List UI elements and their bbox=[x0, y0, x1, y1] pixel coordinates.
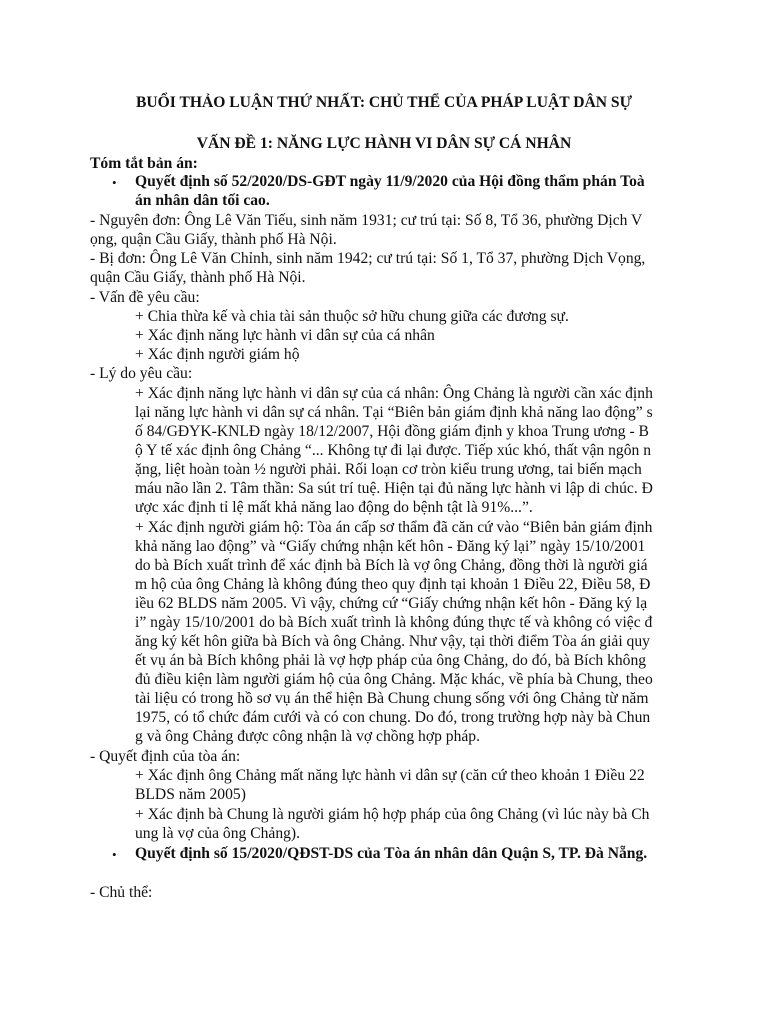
request-heading: - Vấn đề yêu cầu: bbox=[90, 289, 200, 306]
request-item: + Chia thừa kế và chia tài sản thuộc sở hữu chung giữa các đương sự. bbox=[135, 308, 569, 325]
defendant-line: quận Cầu Giấy, thành phố Hà Nội. bbox=[90, 269, 306, 286]
reason-para2-line: + Xác định người giám hộ: Tòa án cấp sơ thẩm đã căn cứ vào “Biên bản giám định bbox=[135, 519, 653, 536]
reason-para2-line: 1975, có tổ chức đám cưới và có con chung. Do đó, trong trường hợp này bà Chun bbox=[135, 709, 651, 726]
reason-para1-line: ược xác định tỉ lệ mất khả năng lao động do bệnh tật là 91%...”. bbox=[135, 499, 533, 516]
decision-heading: - Quyết định của tòa án: bbox=[90, 748, 241, 765]
plaintiff-line: - Nguyên đơn: Ông Lê Văn Tiếu, sinh năm 1931; cư trú tại: Số 8, Tổ 36, phường Dịch V bbox=[90, 212, 643, 229]
reason-para1-line: ộ Y tế xác định ông Chảng “... Không tự đi lại được. Tiếp xúc khó, thất vận ngôn n bbox=[135, 442, 652, 459]
bullet-icon: • bbox=[112, 175, 117, 190]
subject-heading: - Chủ thể: bbox=[90, 884, 153, 901]
reason-para2-line: i” ngày 15/10/2001 do bà Bích xuất trình là không đúng thực tế và không có việc đ bbox=[135, 614, 653, 631]
case1-heading-line: án nhân dân tối cao. bbox=[135, 192, 270, 209]
request-item: + Xác định người giám hộ bbox=[135, 346, 300, 363]
summary-heading: Tóm tắt bản án: bbox=[90, 155, 198, 172]
case2-heading: Quyết định số 15/2020/QĐST-DS của Tòa án nhân dân Quận S, TP. Đà Nẵng. bbox=[135, 845, 648, 862]
decision-item-line: ung là vợ của ông Chảng). bbox=[135, 825, 301, 842]
reason-para1-line: + Xác định năng lực hành vi dân sự của cá nhân: Ông Chảng là người cần xác định bbox=[135, 385, 653, 402]
document-title: BUỔI THẢO LUẬN THỨ NHẤT: CHỦ THỂ CỦA PHÁP LUẬT DÂN SỰ bbox=[135, 94, 633, 111]
reason-para1-line: lại năng lực hành vi dân sự cá nhân. Tại “Biên bản giám định khả năng lao động” s bbox=[135, 404, 653, 421]
reason-para2-line: tài liệu có trong hồ sơ vụ án thể hiện Bà Chung chung sống với ông Chảng từ năm bbox=[135, 690, 649, 707]
reason-para1-line: ố 84/GĐYK-KNLĐ ngày 18/12/2007, Hội đồng giám định y khoa Trung ương - B bbox=[135, 423, 649, 440]
decision-item-line: + Xác định bà Chung là người giám hộ hợp pháp của ông Chảng (vì lúc này bà Ch bbox=[135, 806, 650, 823]
document-subtitle: VẤN ĐỀ 1: NĂNG LỰC HÀNH VI DÂN SỰ CÁ NHÂN bbox=[196, 135, 572, 152]
case1-heading-line: Quyết định số 52/2020/DS-GĐT ngày 11/9/2020 của Hội đồng thẩm phán Toà bbox=[135, 173, 645, 190]
decision-item-line: + Xác định ông Chảng mất năng lực hành vi dân sự (căn cứ theo khoản 1 Điều 22 bbox=[135, 767, 645, 784]
reason-para2-line: đủ điều kiện làm người giám hộ của ông Chảng. Mặc khác, về phía bà Chung, theo bbox=[135, 671, 653, 688]
reason-para2-line: ăng ký kết hôn giữa bà Bích và ông Chảng. Như vậy, tại thời điểm Tòa án giải quy bbox=[135, 633, 650, 650]
decision-item-line: BLDS năm 2005) bbox=[135, 786, 246, 803]
plaintiff-line: ọng, quận Cầu Giấy, thành phố Hà Nội. bbox=[90, 231, 337, 248]
reason-para1-line: ặng, liệt hoàn toàn ½ người phải. Rối loạn cơ tròn kiểu trung ương, tai biến mạch bbox=[135, 461, 642, 478]
reason-para1-line: máu não lần 2. Tâm thần: Sa sút trí tuệ. Hiện tại đủ năng lực hành vi lập di chúc. Đ bbox=[135, 480, 653, 497]
bullet-icon: • bbox=[112, 847, 117, 862]
reason-para2-line: ết vụ án bà Bích không phải là vợ hợp pháp của ông Chảng, do đó, bà Bích không bbox=[135, 652, 647, 669]
reason-para2-line: khả năng lao động” và “Giấy chứng nhận kết hôn - Đăng ký lại” ngày 15/10/2001 bbox=[135, 538, 646, 555]
reason-heading: - Lý do yêu cầu: bbox=[90, 365, 193, 382]
reason-para2-line: do bà Bích xuất trình để xác định bà Bích là vợ ông Chảng, đồng thời là người giá bbox=[135, 557, 648, 574]
defendant-line: - Bị đơn: Ông Lê Văn Chỉnh, sinh năm 1942; cư trú tại: Số 1, Tổ 37, phường Dịch Vọng, bbox=[90, 250, 646, 267]
reason-para2-line: g và ông Chảng được công nhận là vợ chồng hợp pháp. bbox=[135, 728, 480, 745]
request-item: + Xác định năng lực hành vi dân sự của cá nhân bbox=[135, 327, 435, 344]
reason-para2-line: m hộ của ông Chảng là không đúng theo quy định tại khoản 1 Điều 22, Điều 58, Đ bbox=[135, 576, 651, 593]
reason-para2-line: iều 62 BLDS năm 2005. Vì vậy, chứng cứ “Giấy chứng nhận kết hôn - Đăng ký lạ bbox=[135, 595, 648, 612]
